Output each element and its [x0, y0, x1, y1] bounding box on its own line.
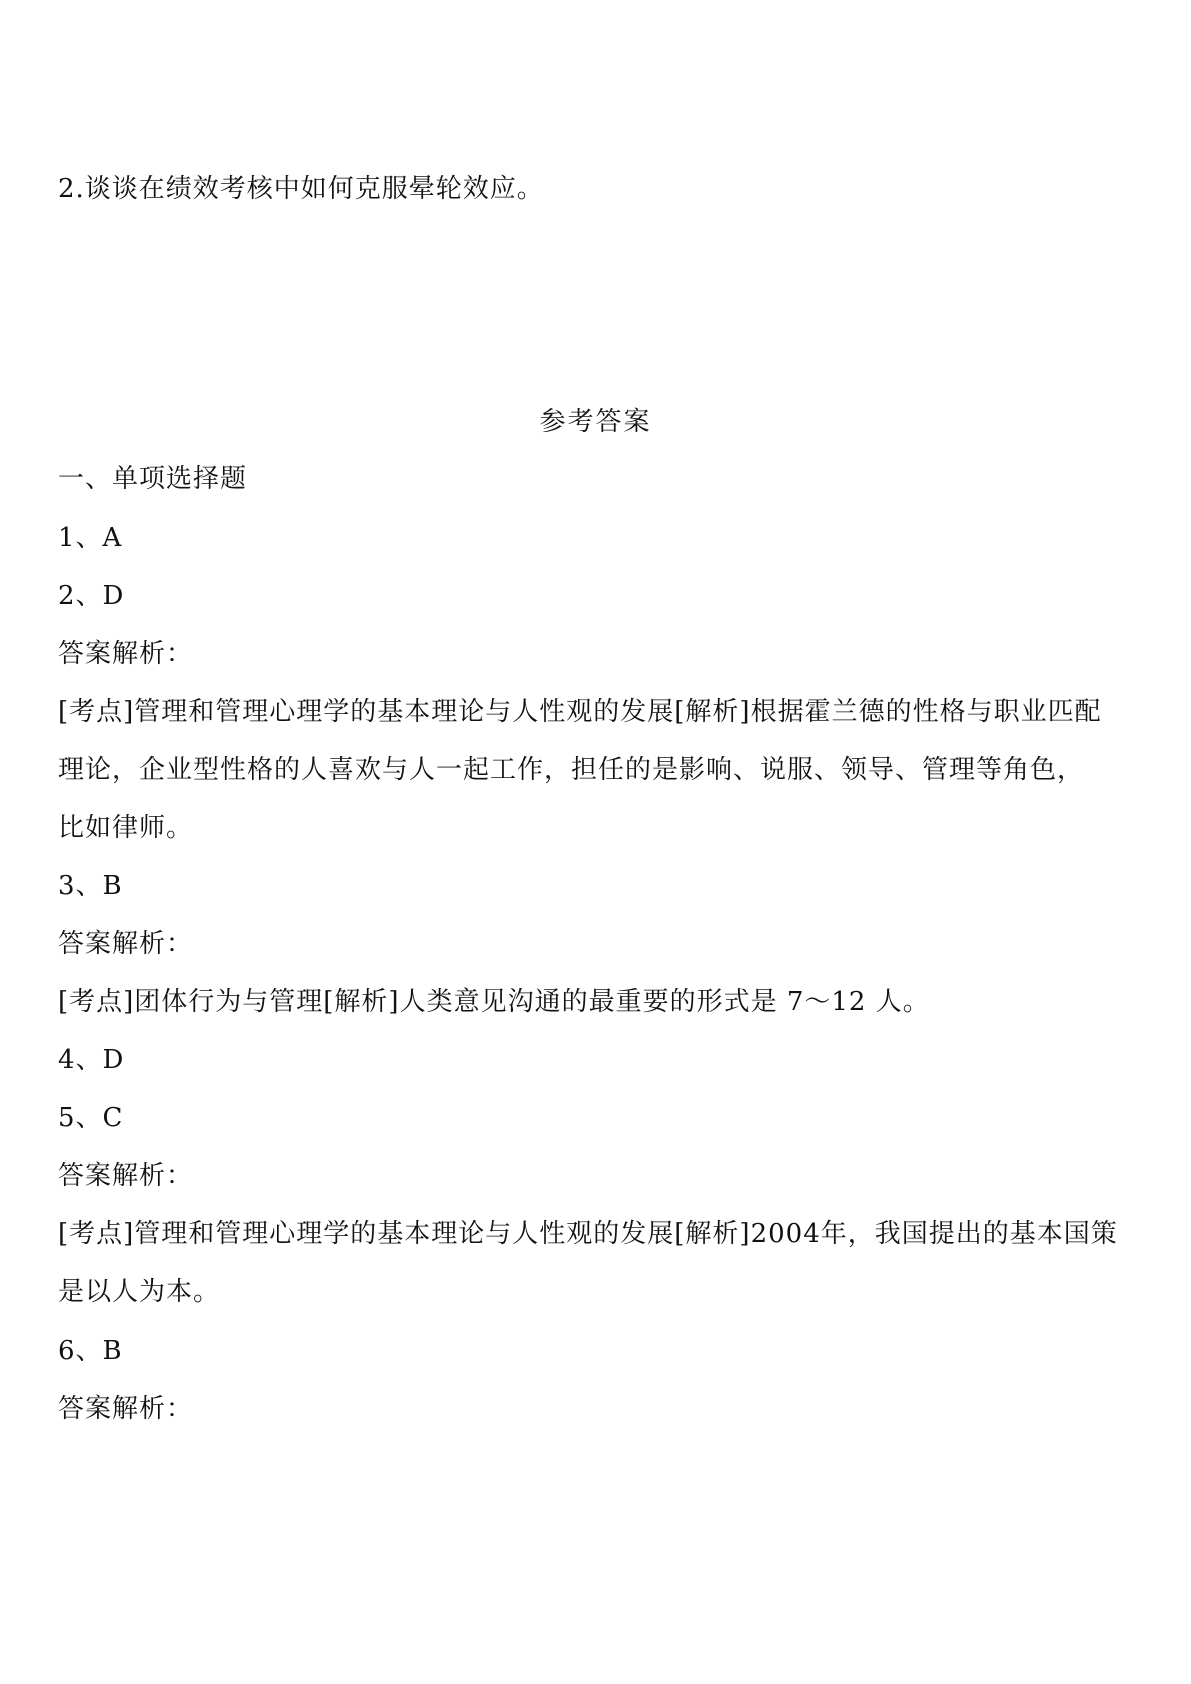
answer-item-5: 5、C: [58, 1103, 124, 1133]
answer-analysis-label: 答案解析：: [58, 929, 194, 959]
answer-analysis-label: 答案解析：: [58, 1161, 194, 1191]
answer-analysis-label: 答案解析：: [58, 639, 194, 669]
answer-item-3: 3、B: [58, 871, 123, 901]
answer-item-1: 1、A: [58, 523, 123, 553]
essay-question-2: 2.谈谈在绩效考核中如何克服晕轮效应。: [58, 174, 544, 204]
answer-item-2: 2、D: [58, 581, 125, 611]
answer-item-6: 6、B: [58, 1336, 123, 1366]
answer-analysis-text: 理论，企业型性格的人喜欢与人一起工作，担任的是影响、说服、领导、管理等角色，: [58, 755, 1085, 785]
section-heading: 一、单项选择题: [58, 464, 248, 494]
answers-title: 参考答案: [539, 407, 652, 437]
answer-analysis-text: [考点]团体行为与管理[解析]人类意见沟通的最重要的形式是 7～12 人。: [58, 987, 930, 1017]
answer-analysis-text: 是以人为本。: [58, 1277, 221, 1307]
answer-item-4: 4、D: [58, 1045, 125, 1075]
answer-analysis-text: 比如律师。: [58, 813, 194, 843]
answer-analysis-label: 答案解析：: [58, 1394, 194, 1424]
answer-analysis-text: [考点]管理和管理心理学的基本理论与人性观的发展[解析]2004年，我国提出的基本国策: [58, 1219, 1118, 1249]
answer-analysis-text: [考点]管理和管理心理学的基本理论与人性观的发展[解析]根据霍兰德的性格与职业匹配: [58, 697, 1102, 727]
